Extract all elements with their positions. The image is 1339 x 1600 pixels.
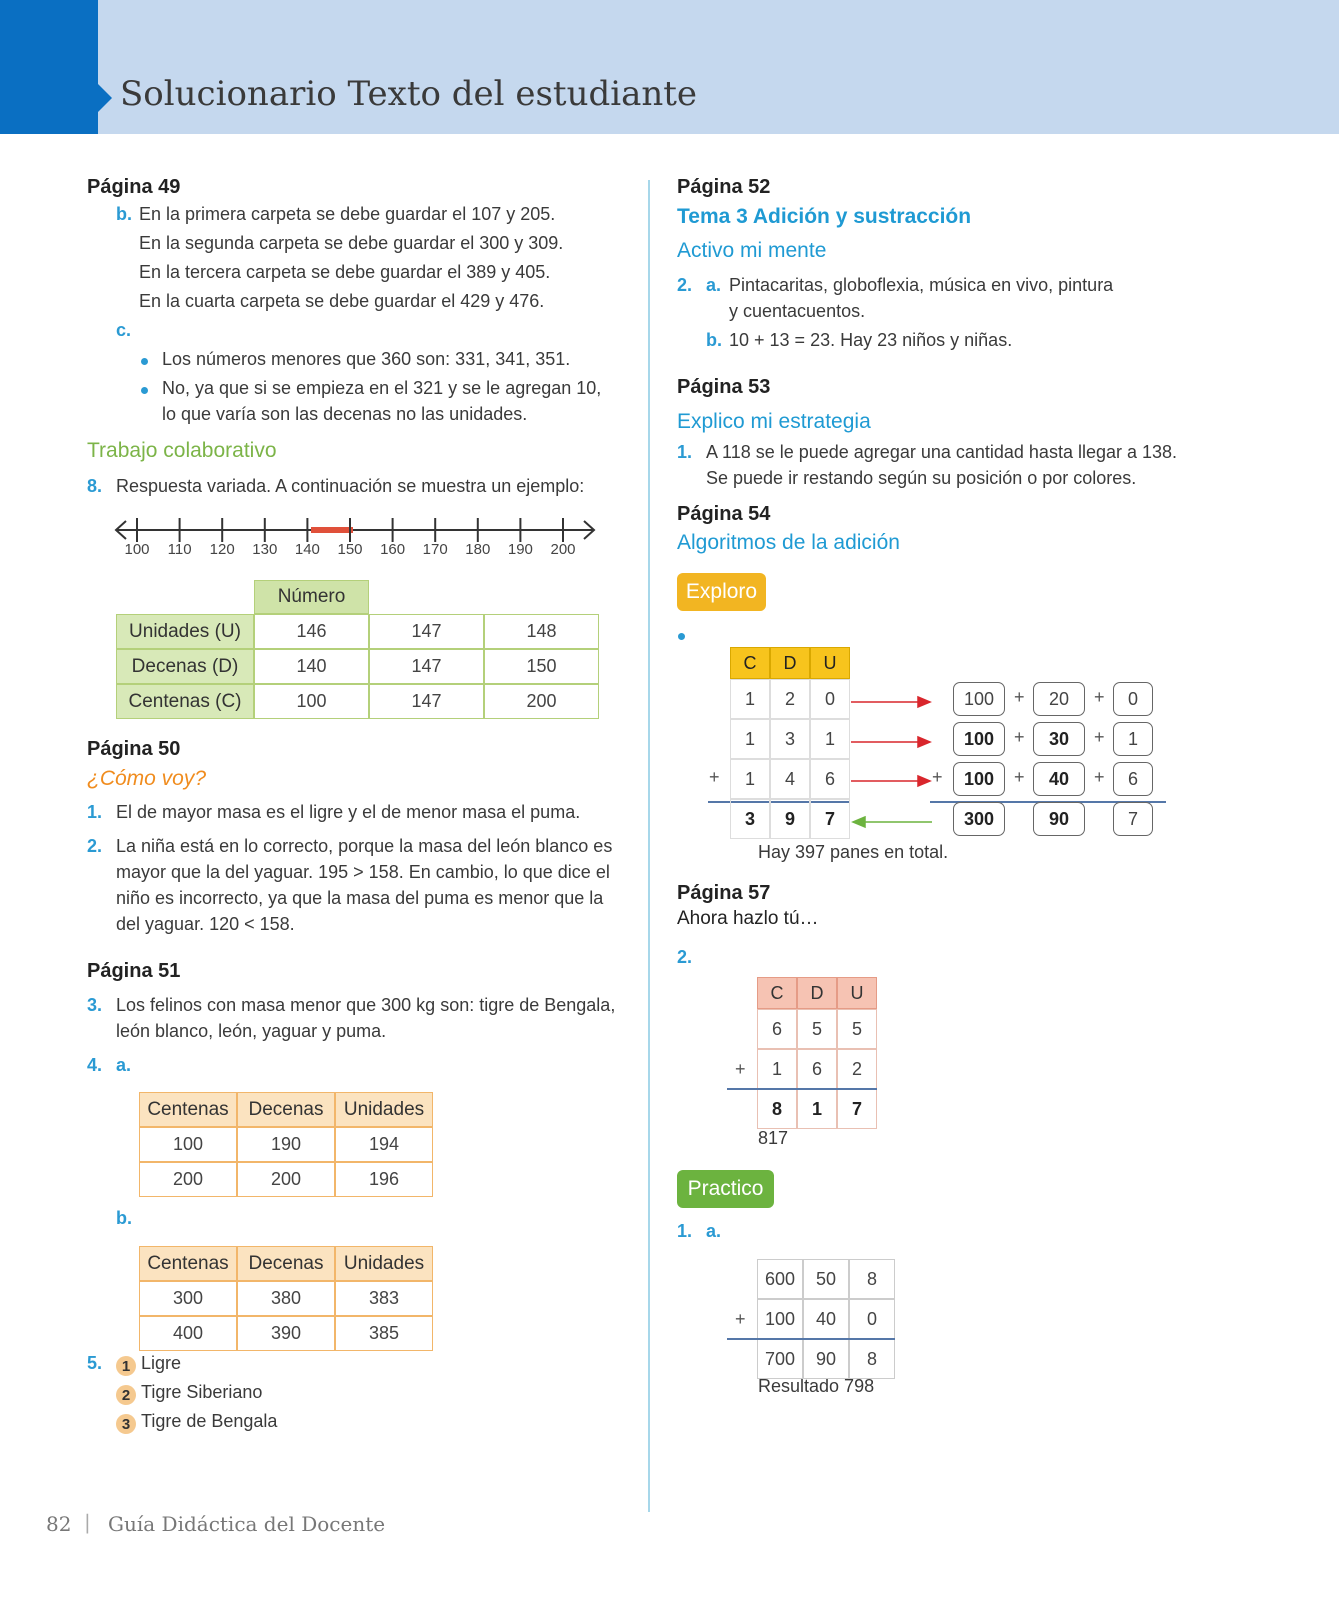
table-header: Decenas bbox=[237, 1092, 335, 1127]
p57-q1-number: 1. bbox=[677, 1221, 693, 1241]
table-cell: 383 bbox=[335, 1281, 433, 1316]
cdu-header: D bbox=[797, 977, 837, 1009]
p57-answer: 817 bbox=[758, 1128, 789, 1148]
bullet-icon bbox=[141, 387, 148, 394]
table-cell: 147 bbox=[369, 614, 484, 649]
cdu-cell: 2 bbox=[837, 1049, 877, 1089]
p52-b-text: 10 + 13 = 23. Hay 23 niños y niñas. bbox=[729, 330, 1013, 350]
plus-sign: + bbox=[1014, 687, 1025, 707]
rank-badge: 2 bbox=[116, 1385, 136, 1405]
table-cell: 200 bbox=[139, 1162, 237, 1197]
cdu-cell: 1 bbox=[730, 679, 770, 719]
section-como-voy: ¿Cómo voy? bbox=[87, 767, 207, 790]
plus-sign: + bbox=[1094, 767, 1105, 787]
table-cell: 400 bbox=[139, 1316, 237, 1351]
grid-cell: 8 bbox=[849, 1339, 895, 1379]
grid-cell: 50 bbox=[803, 1259, 849, 1299]
cdu-cell: 1 bbox=[730, 759, 770, 799]
table-cell: 200 bbox=[484, 684, 599, 719]
table-cell: 300 bbox=[139, 1281, 237, 1316]
section-activo-mi-mente: Activo mi mente bbox=[677, 239, 827, 262]
cdu-result: 7 bbox=[837, 1089, 877, 1129]
rank-badge: 3 bbox=[116, 1414, 136, 1434]
p51-q3-line-2: león blanco, león, yaguar y puma. bbox=[116, 1021, 387, 1041]
numberline-label: 140 bbox=[294, 541, 320, 558]
p50-q1-number: 1. bbox=[87, 802, 103, 822]
decomp-box: 6 bbox=[1113, 762, 1153, 796]
p53-line-1: A 118 se le puede agregar una cantidad hasta llegar a 138. bbox=[706, 442, 1178, 462]
grid-cell: 700 bbox=[757, 1339, 803, 1379]
cdu-cell: 6 bbox=[797, 1049, 837, 1089]
table-header: Decenas bbox=[237, 1246, 335, 1281]
cdu-result: 7 bbox=[810, 799, 850, 839]
cdu-cell: 6 bbox=[757, 1009, 797, 1049]
cdu-header: D bbox=[770, 647, 810, 679]
table-header: Centenas bbox=[139, 1246, 237, 1281]
section-trabajo-colaborativo: Trabajo colaborativo bbox=[87, 439, 277, 462]
table-cell: 146 bbox=[254, 614, 369, 649]
decomp-result-box: 300 bbox=[953, 802, 1005, 836]
decomp-box: 30 bbox=[1033, 722, 1085, 756]
p51-q4b-label: b. bbox=[116, 1208, 132, 1228]
numberline-label: 180 bbox=[465, 541, 491, 558]
cdu-result: 3 bbox=[730, 799, 770, 839]
p50-q2-line-4: del yaguar. 120 < 158. bbox=[116, 914, 295, 934]
decomp-box: 0 bbox=[1113, 682, 1153, 716]
plus-sign: + bbox=[735, 1059, 746, 1079]
practico-badge: Practico bbox=[677, 1170, 774, 1208]
column-divider bbox=[648, 180, 650, 1512]
cdu-cell: 1 bbox=[810, 719, 850, 759]
q8-number: 8. bbox=[87, 476, 103, 496]
q5-item: Ligre bbox=[141, 1353, 182, 1373]
cdu-header: U bbox=[810, 647, 850, 679]
p49-c-label: c. bbox=[116, 320, 132, 340]
rank-badge: 1 bbox=[116, 1356, 136, 1376]
footer-separator: | bbox=[84, 1510, 91, 1534]
numberline-label: 190 bbox=[507, 541, 533, 558]
p52-a-label: a. bbox=[706, 275, 722, 295]
table-header: Unidades bbox=[335, 1092, 433, 1127]
section-explico: Explico mi estrategia bbox=[677, 410, 871, 433]
cdu-cell: 5 bbox=[837, 1009, 877, 1049]
numberline-label: 130 bbox=[252, 541, 278, 558]
cdu-header: C bbox=[730, 647, 770, 679]
decomp-box: 40 bbox=[1033, 762, 1085, 796]
p54-title: Página 54 bbox=[677, 503, 771, 525]
q8-text: Respuesta variada. A continuación se muestra un ejemplo: bbox=[116, 476, 585, 496]
p49-b-line-2: En la segunda carpeta se debe guardar el 300 y 309. bbox=[139, 233, 564, 253]
p50-q2-number: 2. bbox=[87, 836, 103, 856]
p49-b-line-3: En la tercera carpeta se debe guardar el 389 y 405. bbox=[139, 262, 551, 282]
cdu-cell: 1 bbox=[757, 1049, 797, 1089]
footer-page-number: 82 bbox=[46, 1512, 72, 1536]
p50-title: Página 50 bbox=[87, 738, 181, 760]
p57-q1a-label: a. bbox=[706, 1221, 722, 1241]
table-cell: 147 bbox=[369, 684, 484, 719]
grid-cell: 0 bbox=[849, 1299, 895, 1339]
p51-title: Página 51 bbox=[87, 960, 181, 982]
p49-b-line-1: En la primera carpeta se debe guardar el 107 y 205. bbox=[139, 204, 556, 224]
row-label: Unidades (U) bbox=[116, 614, 254, 649]
q5-item: Tigre Siberiano bbox=[141, 1382, 263, 1402]
cdu-cell: 6 bbox=[810, 759, 850, 799]
p50-q2-line-2: mayor que la del yaguar. 195 > 158. En cambio, lo que dice el bbox=[116, 862, 610, 882]
cdu-cell: 1 bbox=[730, 719, 770, 759]
exploro-badge: Exploro bbox=[677, 573, 766, 611]
sum-rule bbox=[727, 1088, 877, 1090]
p53-line-2: Se puede ir restando según su posición o por colores. bbox=[706, 468, 1137, 488]
header-tab bbox=[0, 0, 98, 134]
grid-cell: 100 bbox=[757, 1299, 803, 1339]
p51-q3-line-1: Los felinos con masa menor que 300 kg son: tigre de Bengala, bbox=[116, 995, 616, 1015]
p52-title: Página 52 bbox=[677, 176, 771, 198]
p50-q2-line-1: La niña está en lo correcto, porque la masa del león blanco es bbox=[116, 836, 613, 856]
numberline-label: 120 bbox=[209, 541, 235, 558]
numberline-label: 170 bbox=[422, 541, 448, 558]
p57-title: Página 57 bbox=[677, 882, 771, 904]
table-header-numero: Número bbox=[254, 580, 369, 614]
table-cell: 100 bbox=[254, 684, 369, 719]
table-cell: 147 bbox=[369, 649, 484, 684]
numberline-label: 150 bbox=[337, 541, 363, 558]
decomp-box: 20 bbox=[1033, 682, 1085, 716]
p51-q3-number: 3. bbox=[87, 995, 103, 1015]
grid-cell: 600 bbox=[757, 1259, 803, 1299]
row-label: Decenas (D) bbox=[116, 649, 254, 684]
decomp-result-box: 90 bbox=[1033, 802, 1085, 836]
cdu-cell: 0 bbox=[810, 679, 850, 719]
p57-q2-number: 2. bbox=[677, 947, 693, 967]
decomp-box: 100 bbox=[953, 762, 1005, 796]
table-cell: 100 bbox=[139, 1127, 237, 1162]
numberline-label: 160 bbox=[380, 541, 406, 558]
table-cell: 194 bbox=[335, 1127, 433, 1162]
tema-heading: Tema 3 Adición y sustracción bbox=[677, 205, 972, 228]
decomp-result-box: 7 bbox=[1113, 802, 1153, 836]
table-cell: 190 bbox=[237, 1127, 335, 1162]
q5-item: Tigre de Bengala bbox=[141, 1411, 278, 1431]
plus-sign: + bbox=[709, 767, 720, 787]
p52-b-label: b. bbox=[706, 330, 722, 350]
cdu-cell: 4 bbox=[770, 759, 810, 799]
p50-q1-text: El de mayor masa es el ligre y el de menor masa el puma. bbox=[116, 802, 581, 822]
table-cell: 196 bbox=[335, 1162, 433, 1197]
numberline-label: 200 bbox=[550, 541, 576, 558]
plus-sign: + bbox=[1014, 727, 1025, 747]
p53-title: Página 53 bbox=[677, 376, 771, 398]
plus-sign: + bbox=[932, 767, 943, 787]
footer-book-title: Guía Didáctica del Docente bbox=[108, 1512, 386, 1536]
section-algoritmos: Algoritmos de la adición bbox=[677, 531, 900, 554]
p49-c-bullet-2a: No, ya que si se empieza en el 321 y se le agregan 10, bbox=[162, 378, 602, 398]
cdu-header: U bbox=[837, 977, 877, 1009]
table-cell: 148 bbox=[484, 614, 599, 649]
table-header: Unidades bbox=[335, 1246, 433, 1281]
p49-c-bullet-2b: lo que varía son las decenas no las unidades. bbox=[162, 404, 528, 424]
p49-b-label: b. bbox=[116, 204, 132, 224]
table-cell: 150 bbox=[484, 649, 599, 684]
plus-sign: + bbox=[1094, 727, 1105, 747]
sum-rule bbox=[727, 1338, 895, 1340]
table-cell: 140 bbox=[254, 649, 369, 684]
p54-note: Hay 397 panes en total. bbox=[758, 842, 949, 862]
table-cell: 385 bbox=[335, 1316, 433, 1351]
plus-sign: + bbox=[1094, 687, 1105, 707]
p53-q1-number: 1. bbox=[677, 442, 693, 462]
p49-title: Página 49 bbox=[87, 176, 181, 198]
p57-subtitle: Ahora hazlo tú… bbox=[677, 908, 819, 929]
cdu-header: C bbox=[757, 977, 797, 1009]
numberline-label: 110 bbox=[167, 541, 192, 558]
p49-c-bullet-1: Los números menores que 360 son: 331, 341, 351. bbox=[162, 349, 571, 369]
plus-sign: + bbox=[1014, 767, 1025, 787]
bullet-icon bbox=[678, 633, 685, 640]
p52-a-line-1: Pintacaritas, globoflexia, música en vivo, pintura bbox=[729, 275, 1114, 295]
p57-result: Resultado 798 bbox=[758, 1376, 875, 1396]
cdu-cell: 3 bbox=[770, 719, 810, 759]
p51-q5-number: 5. bbox=[87, 1353, 103, 1373]
p50-q2-line-3: niño es incorrecto, ya que la masa del puma es menor que la bbox=[116, 888, 604, 908]
table-cell: 390 bbox=[237, 1316, 335, 1351]
p51-q4a-label: a. bbox=[116, 1055, 132, 1075]
table-cell: 200 bbox=[237, 1162, 335, 1197]
p51-q4-number: 4. bbox=[87, 1055, 103, 1075]
decomp-box: 1 bbox=[1113, 722, 1153, 756]
p52-q2-number: 2. bbox=[677, 275, 693, 295]
grid-cell: 40 bbox=[803, 1299, 849, 1339]
plus-sign: + bbox=[735, 1309, 746, 1329]
bullet-icon bbox=[141, 358, 148, 365]
table-header: Centenas bbox=[139, 1092, 237, 1127]
cdu-result: 8 bbox=[757, 1089, 797, 1129]
grid-cell: 90 bbox=[803, 1339, 849, 1379]
page-title: Solucionario Texto del estudiante bbox=[120, 74, 698, 114]
p49-b-line-4: En la cuarta carpeta se debe guardar el 429 y 476. bbox=[139, 291, 545, 311]
p52-a-line-2: y cuentacuentos. bbox=[729, 301, 866, 321]
cdu-result: 1 bbox=[797, 1089, 837, 1129]
header-arrow bbox=[96, 82, 112, 114]
grid-cell: 8 bbox=[849, 1259, 895, 1299]
cdu-cell: 5 bbox=[797, 1009, 837, 1049]
decomp-box: 100 bbox=[953, 682, 1005, 716]
decomp-box: 100 bbox=[953, 722, 1005, 756]
cdu-cell: 2 bbox=[770, 679, 810, 719]
row-label: Centenas (C) bbox=[116, 684, 254, 719]
table-cell: 380 bbox=[237, 1281, 335, 1316]
cdu-result: 9 bbox=[770, 799, 810, 839]
numberline-label: 100 bbox=[124, 541, 150, 558]
number-line bbox=[110, 508, 600, 568]
